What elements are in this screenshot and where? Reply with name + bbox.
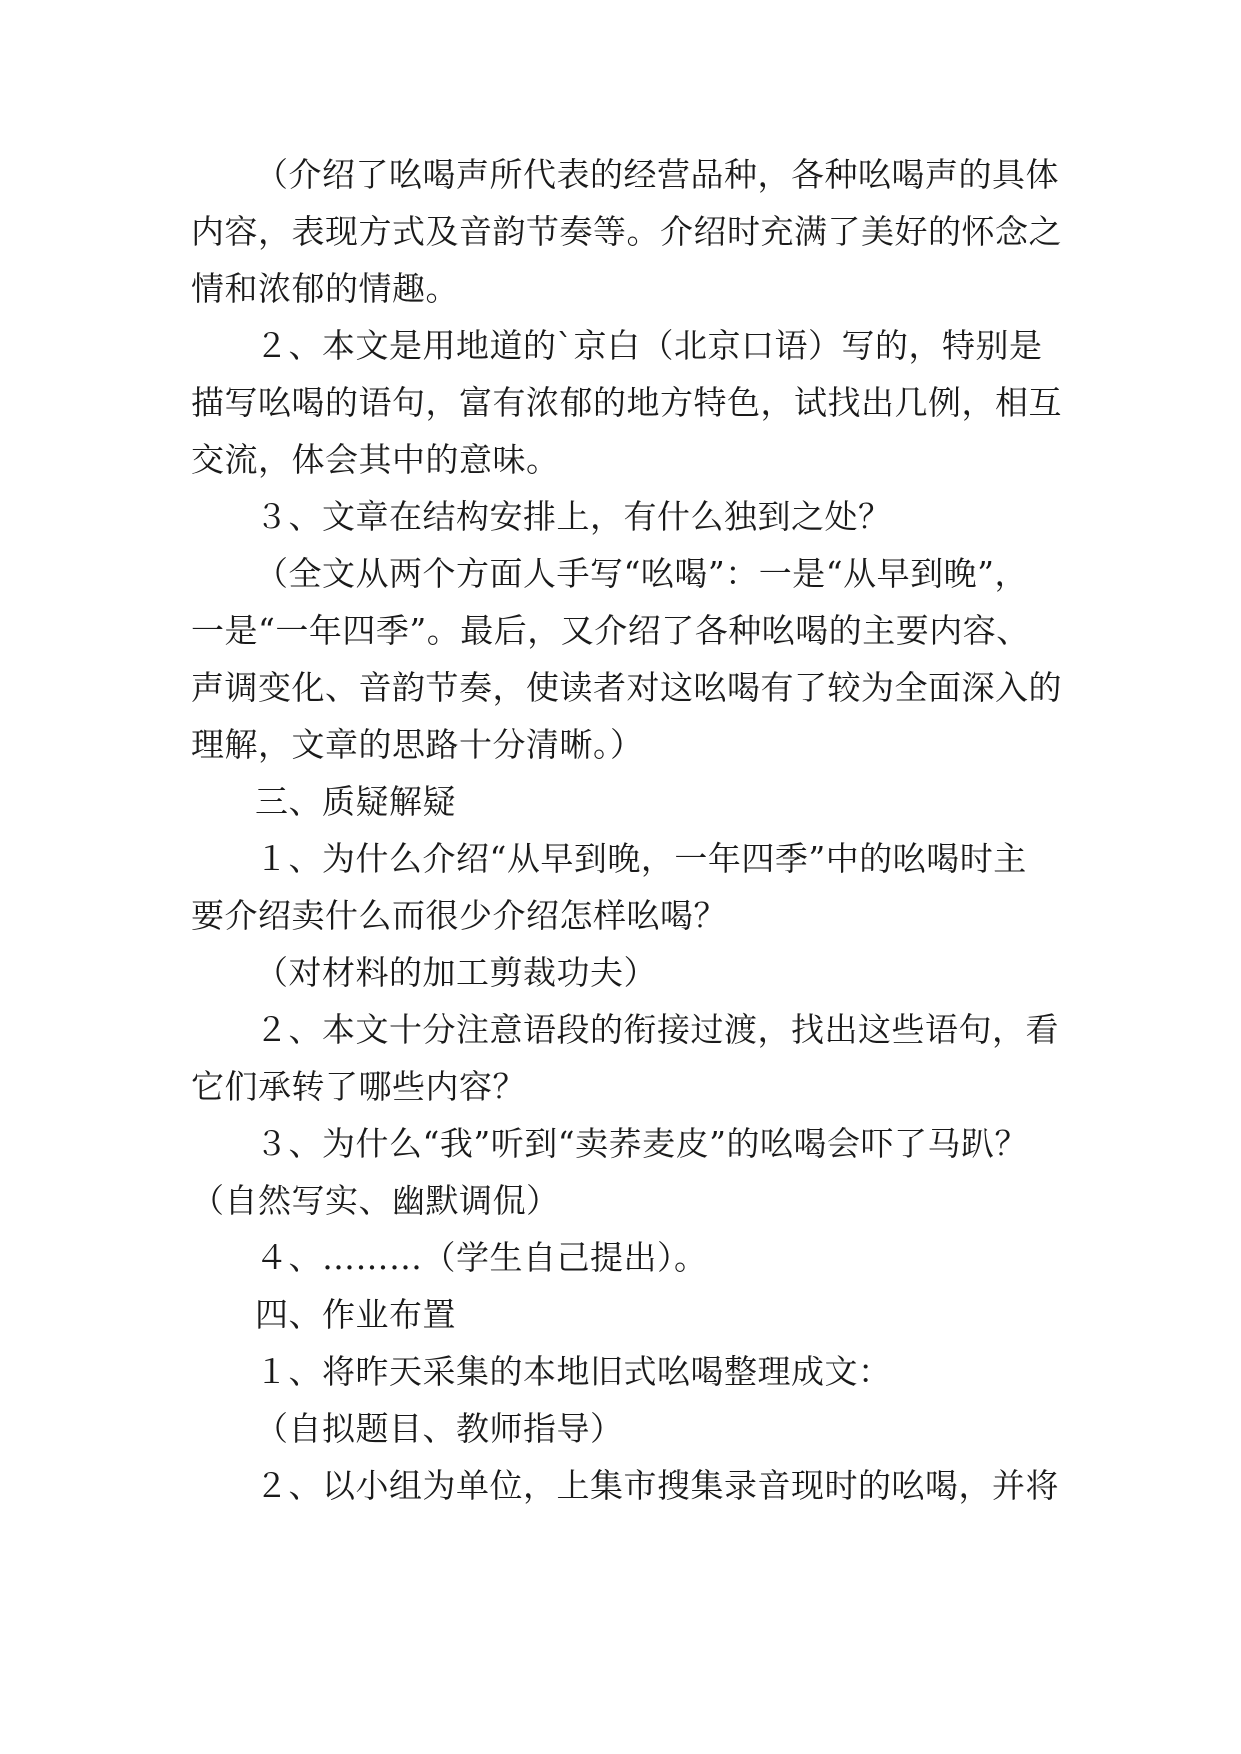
paragraph-line: １、为什么介绍“从早到晚，一年四季”中的吆喝时主	[255, 839, 1027, 878]
paragraph-line: （全文从两个方面人手写“吆喝”：一是“从早到晚”，	[255, 554, 1028, 593]
paragraph-line: 交流，体会其中的意味。	[191, 440, 560, 479]
paragraph-line: （自然写实、幽默调侃）	[191, 1181, 560, 1220]
paragraph-line: ３、为什么“我”听到“卖荞麦皮”的吆喝会吓了马趴？	[255, 1124, 1028, 1163]
paragraph-line: （对材料的加工剪裁功夫）	[255, 953, 657, 992]
paragraph-line: ２、本文是用地道的`京白（北京口语）写的，特别是	[255, 326, 1043, 365]
paragraph-line: 一是“一年四季”。最后，又介绍了各种吆喝的主要内容、	[191, 611, 1030, 650]
paragraph-line: 声调变化、音韵节奏，使读者对这吆喝有了较为全面深入的	[191, 668, 1062, 707]
paragraph-line: 描写吆喝的语句，富有浓郁的地方特色，试找出几例，相互	[191, 383, 1062, 422]
paragraph-line: 要介绍卖什么而很少介绍怎样吆喝？	[191, 896, 727, 935]
paragraph-line: ２、以小组为单位，上集市搜集录音现时的吆喝，并将	[255, 1466, 1059, 1505]
paragraph-line: 内容，表现方式及音韵节奏等。介绍时充满了美好的怀念之	[191, 212, 1062, 251]
paragraph-line: ３、文章在结构安排上，有什么独到之处？	[255, 497, 892, 536]
paragraph-line: ２、本文十分注意语段的衔接过渡，找出这些语句，看	[255, 1010, 1059, 1049]
paragraph-line: （介绍了吆喝声所代表的经营品种，各种吆喝声的具体	[255, 155, 1059, 194]
section-heading: 四、作业布置	[255, 1295, 456, 1334]
paragraph-line: 情和浓郁的情趣。	[191, 269, 459, 308]
paragraph-line: ４、………（学生自己提出）。	[255, 1238, 708, 1277]
section-heading: 三、质疑解疑	[255, 782, 456, 821]
paragraph-line: １、将昨天采集的本地旧式吆喝整理成文：	[255, 1352, 892, 1391]
paragraph-line: （自拟题目、教师指导）	[255, 1409, 624, 1448]
paragraph-line: 理解，文章的思路十分清晰。）	[191, 725, 644, 764]
paragraph-line: 它们承转了哪些内容？	[191, 1067, 526, 1106]
